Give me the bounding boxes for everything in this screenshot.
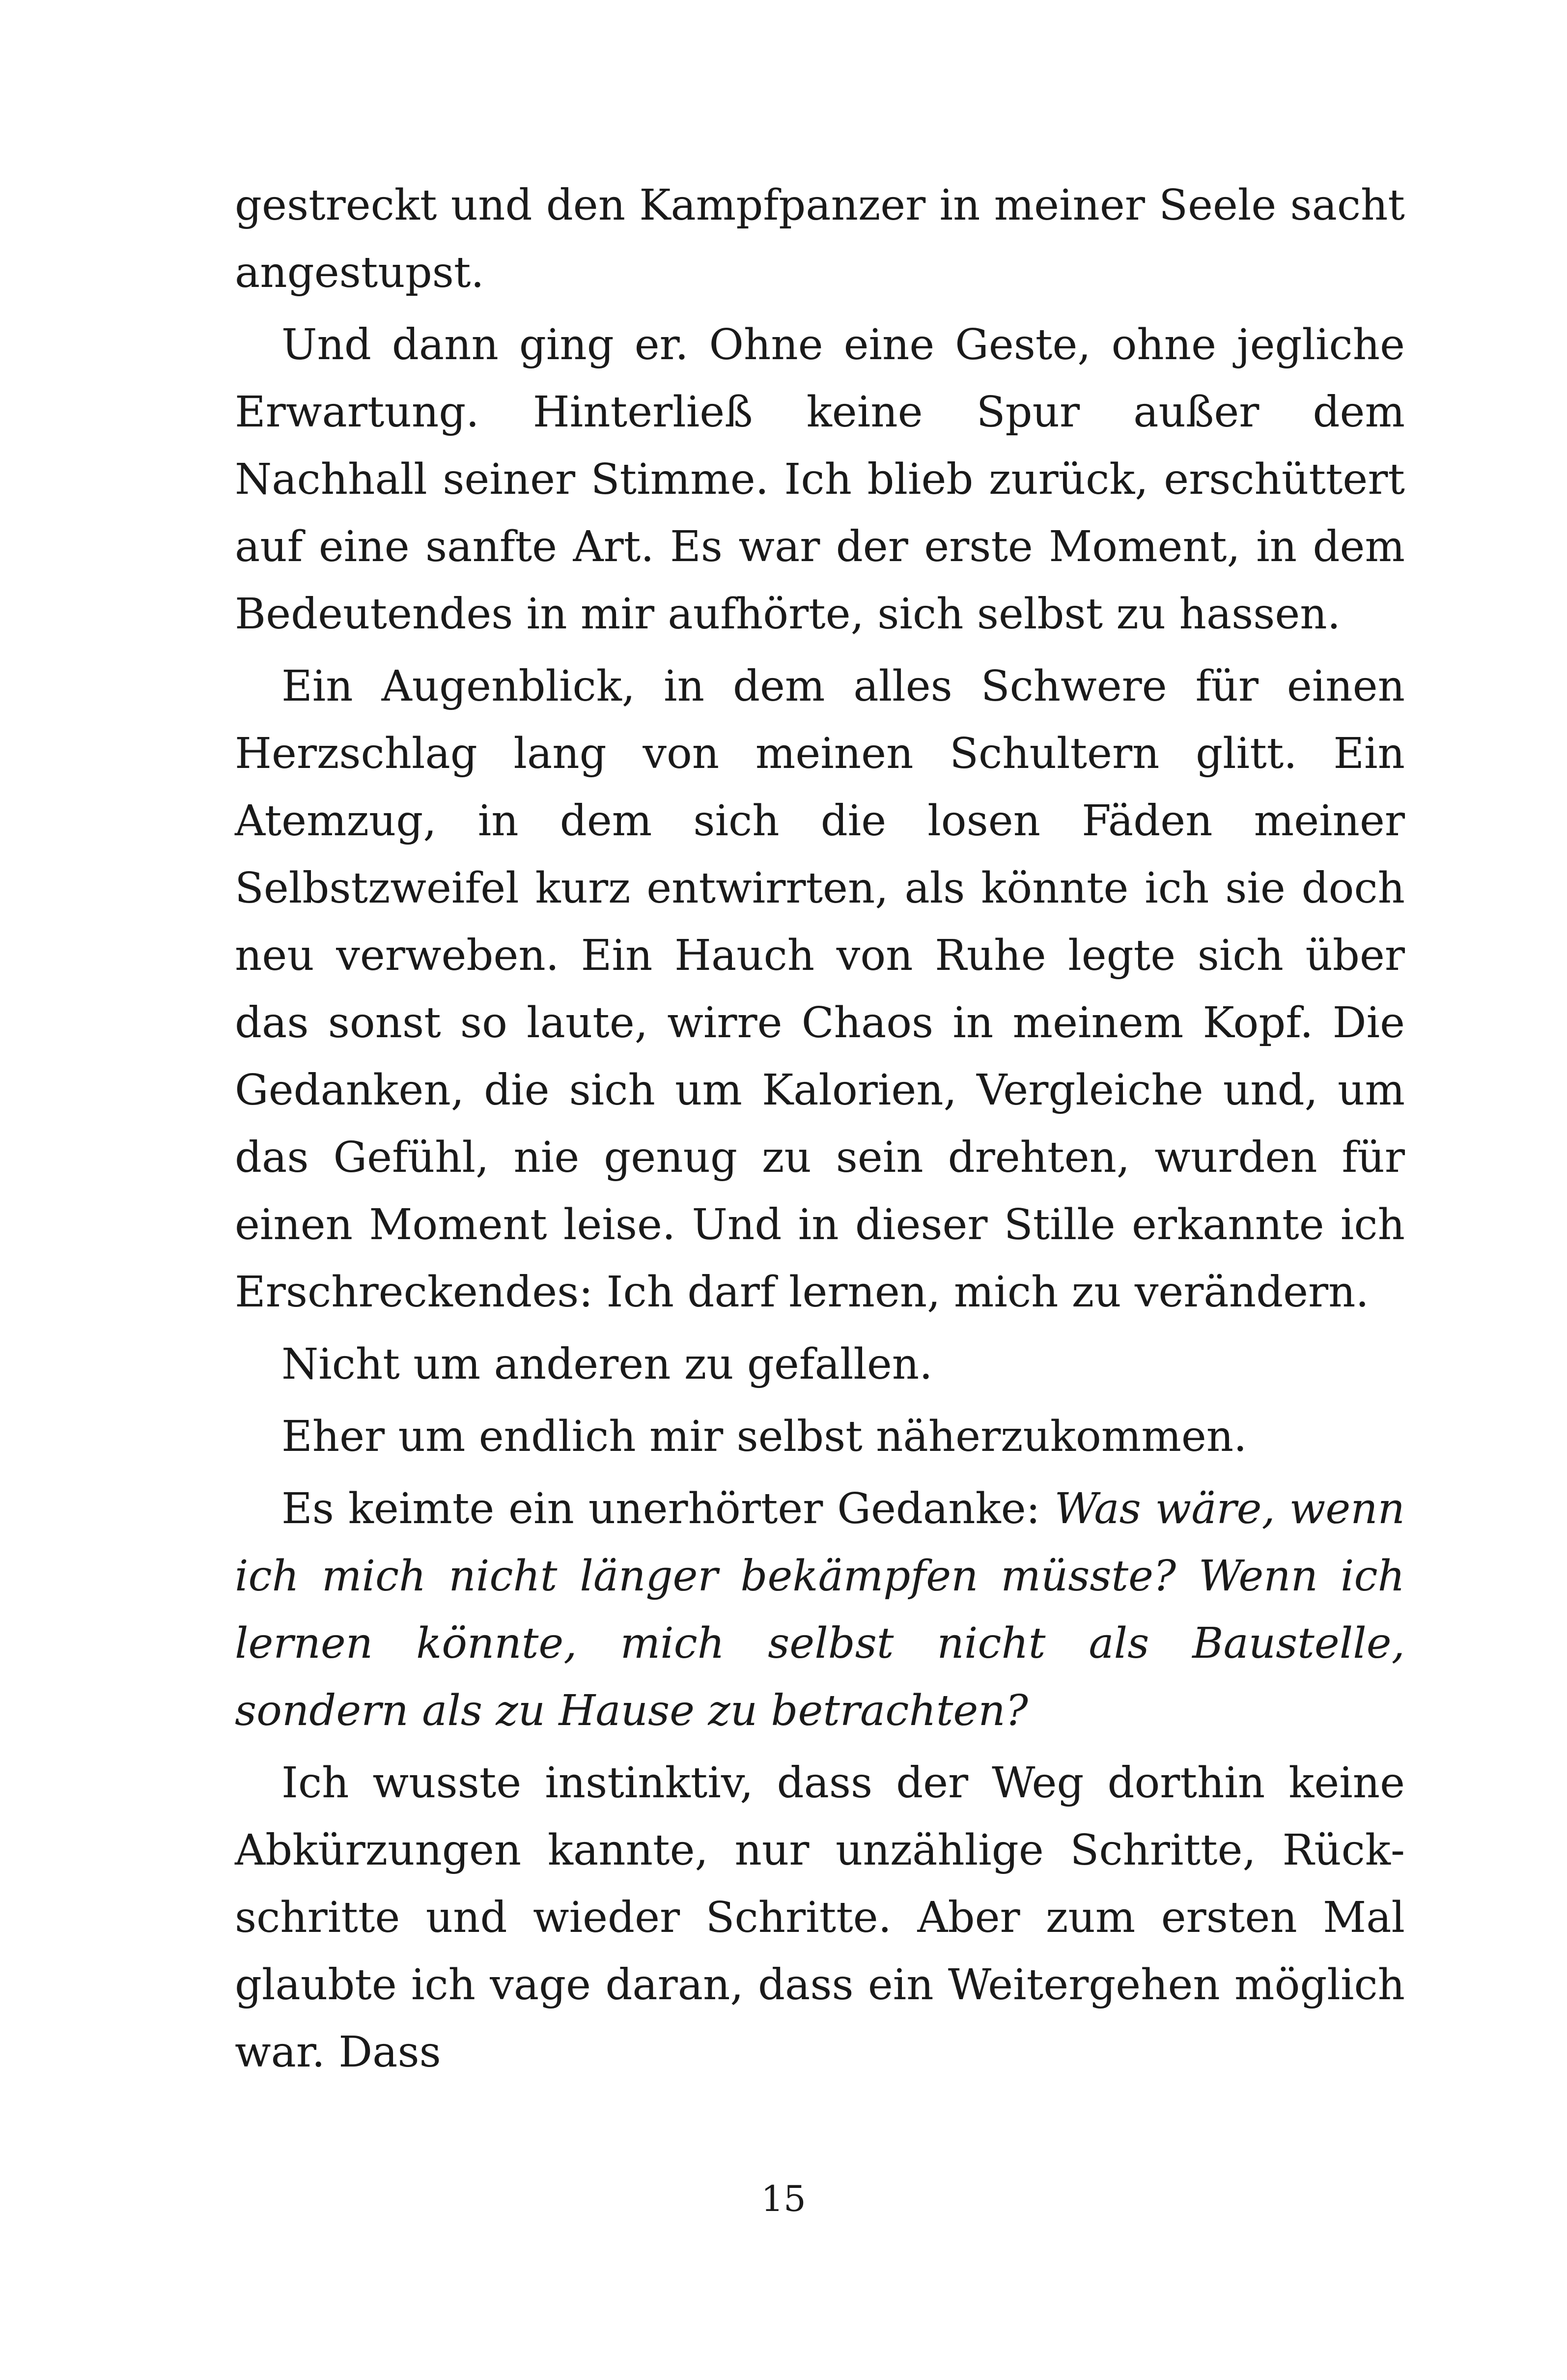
body-text	[235, 172, 1405, 2086]
paragraph-plain-part: Es keimte ein unerhörter Gedanke:	[281, 1484, 1055, 1533]
paragraph-continuation: gestreckt und den Kampfpanzer in meiner Seele sacht angestupst.	[235, 181, 1405, 297]
paragraph: Nicht um anderen zu gefallen.	[281, 1340, 933, 1389]
paragraph-italic-part: Was wäre, wenn ich mich nicht länger bekämpfen müsste? Wenn ich lernen könnte, mich selbst nicht als Baustelle, sondern als zu Hause zu betrachten?	[235, 1484, 1405, 1735]
paragraph: Ich wusste instinktiv, dass der Weg dorthin keine Abkürzungen kannte, nur unzählige Schritte, Rückschritte und wieder Schritte. Aber zum ersten Mal glaubte ich vage daran, dass ein Weitergehen möglich war. Dass	[235, 1758, 1405, 2077]
paragraph: Ein Augenblick, in dem alles Schwere für einen Herzschlag lang von meinen Schultern glitt. Ein Atemzug, in dem sich die losen Fäden meiner Selbstzweifel kurz entwirrten, als könnte ich sie doch neu verweben. Ein Hauch von Ruhe legte sich über das sonst so laute, wirre Chaos in meinem Kopf. Die Gedanken, die sich um Kalorien, Vergleiche und, um das Gefühl, nie genug zu sein drehten, wurden für einen Moment leise. Und in dieser Stille erkannte ich Erschreckendes: Ich darf lernen, mich zu verändern.	[235, 662, 1405, 1317]
paragraph: Eher um endlich mir selbst näherzukommen.	[281, 1412, 1247, 1461]
paragraph: Und dann ging er. Ohne eine Geste, ohne jegliche Erwartung. Hinterließ keine Spur außer dem Nachhall seiner Stimme. Ich blieb zurück, erschüttert auf eine sanfte Art. Es war der erste Moment, in dem Bedeutendes in mir aufhörte, sich selbst zu hassen.	[235, 320, 1405, 639]
page-number: 15	[761, 2178, 806, 2219]
paragraph-with-italic	[235, 1475, 1405, 1745]
